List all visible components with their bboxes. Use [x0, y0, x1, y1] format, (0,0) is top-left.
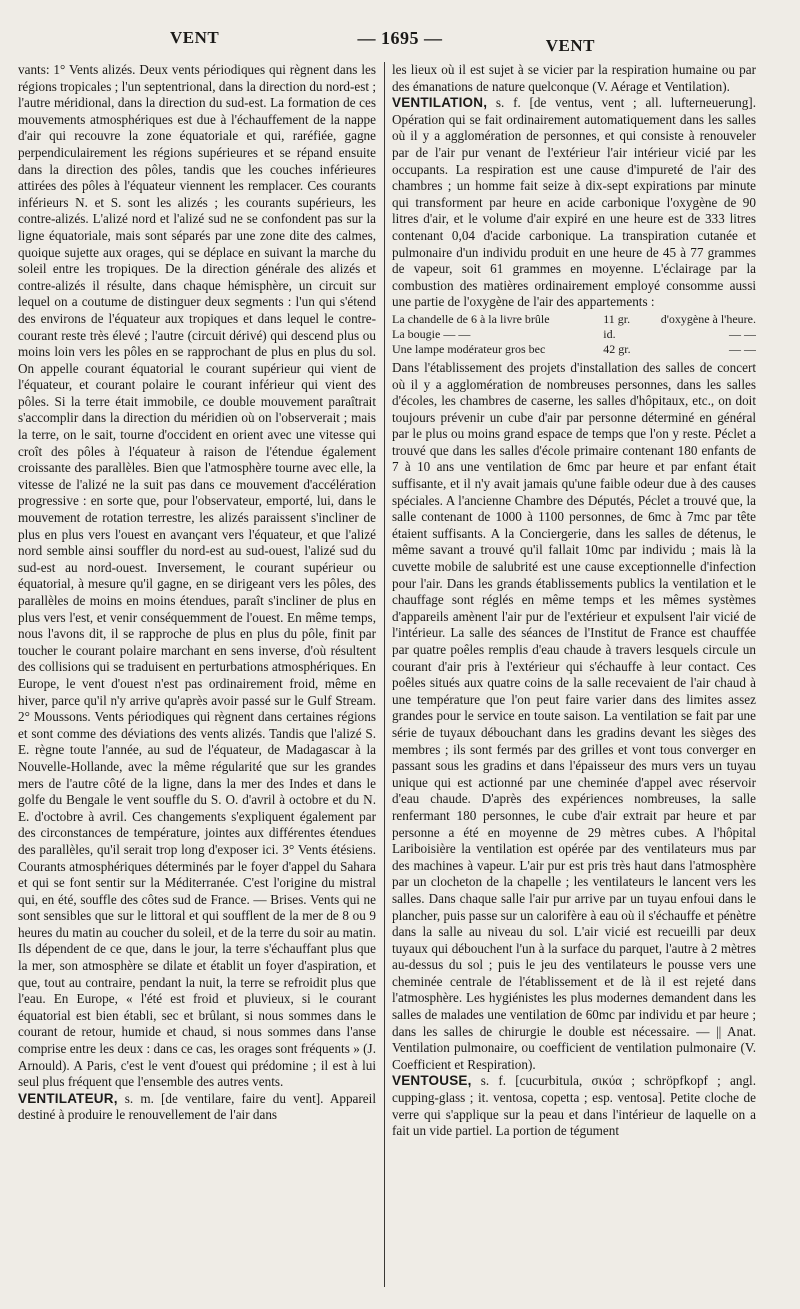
- entry-definition: s. m. [de ventilare, faire du vent]. Appareil destiné à produire le renouvellement de l'air dans: [18, 1090, 376, 1123]
- text-columns: [18, 62, 780, 1287]
- table-row: [392, 312, 756, 327]
- table-cell-amount: 42 gr.: [603, 341, 631, 356]
- entry-headword: VENTOUSE,: [392, 1073, 472, 1089]
- column-divider: [384, 62, 385, 1287]
- ventilation-entry: [392, 95, 756, 311]
- table-cell-rest: — —: [729, 326, 756, 341]
- entry-definition: s. f. [cucurbitula, σικύα ; schröpfkopf ; angl. cupping-glass ; it. ventosa, copetta ; esp. ventosa]. Petite cloche de verre qui s'applique sur la peau et dans l'intérieur de laquelle on a fait un vide partiel. La portion de tégument: [392, 1073, 756, 1139]
- left-column: [18, 62, 376, 1287]
- oxygen-consumption-table: [392, 312, 756, 357]
- vent-entry-continuation: vants: 1° Vents alizés. Deux vents périodiques qui règnent dans les régions tropicales ; l'un septentrional, dans la direction du nord-est ; l'autre méridional, dans la direction du sud-est. La formation de ces mouvements atmosphériques est due à l'échauffement de la nappe d'air qui recouvre la zone équatoriale et qui, raréfiée, gagne perpendiculairement les régions supérieures et se répand ensuite dans la direction des pôles, tandis que les couches inférieures attirées des pôles à l'équateur viennent les remplacer. Ces courants inférieurs N. et S. sont les alizés ; les courants supérieurs, les contre-alizés. L'alizé nord et l'alizé sud ne se confondent pas sur la ligne équatoriale, mais sont séparés par une zone dite des calmes, quoique sujette aux orages, qui se déplace en suivant la marche du soleil entre les tropiques. De la direction générale des alizés et contre-alizés il résulte, dans chaque hémisphère, un circuit sur lequel on a coutume de distinguer deux segments : l'un qui s'étend des environs de l'équateur aux tropiques et dans lequel le contre-courant reste très élevé ; l'autre (circuit dérivé) qui descend plus ou moins loin vers les pôles en se rapprochant de plus en plus du sol. On appelle courant équatorial le courant supérieur qui vient de l'équateur, et courant polaire le courant inférieur qui vient des pôles. Si la terre était immobile, ce double mouvement paraîtrait s'accomplir dans la direction du méridien où on l'observerait ; mais la terre, on le sait, tourne d'occident en orient avec une vitesse qui croît des pôles à l'équateur à raison de l'étendue également croissante des parallèles. Bien que l'atmosphère tourne avec elle, la vitesse de l'alizé ne la suit pas dans ce mouvement d'accélération progressive : en sorte que, pour l'observateur, emporté, lui, dans le mouvement de rotation terrestre, les alizés paraissent s'incliner de plus en plus vers l'ouest en avançant vers l'équateur, et que l'alizé nord semble ainsi souffler du nord-est au sud-ouest, l'alizé sud du sud-est au nord-ouest. Inversement, le courant supérieur ou équatorial, à mesure qu'il gagne, en se dirigeant vers les pôles, des parallèles de moins en moins étendues, paraît s'incliner de plus en plus vers l'est, et venir conséquemment de l'ouest. En même temps, nous l'avons dit, il se rapproche de plus en plus du pôle, finit par toucher le courant polaire marchant en sens inverse, d'où résultent des collisions qui se traduisent en perturbations atmosphériques. En Europe, le vent d'ouest n'est pas ordinairement froid, même en hiver, parce qu'il n'y arrive qu'après avoir passé sur le Gulf Stream. 2° Moussons. Vents périodiques qui règnent dans certaines régions et sont comme des déviations des vents alizés. Tandis que l'alizé S. E. règne toute l'année, au sud de l'équateur, de Madagascar à la Nouvelle-Hollande, avec la même régularité que sur les grandes mers de l'autre côté de la ligne, dans la mer des Indes et dans le golfe du Bengale le vent souffle du S. O. d'avril à octobre et du N. E. d'octobre à avril. Ces changements s'expliquent également par des circonstances de température, jointes aux différentes étendues des parallèles, qu'il serait trop long d'exposer ici. 3° Vents étésiens. Courants atmosphériques déterminés par le foyer d'appel du Sahara et qui se font sentir sur la Méditerranée. C'est l'origine du mistral qui, en été, souffle des côtes sud de France. — Brises. Vents qui ne sont sensibles que sur le littoral et qui soufflent de la mer de 8 ou 9 heures du matin au coucher du soleil, et de la terre du soir au matin. Ils dépendent de ce que, dans le jour, la terre s'échauffant plus que la mer, son atmosphère se dilate et établit un foyer d'aspiration, et que, tout au contraire, pendant la nuit, la terre se refroidit plus que l'eau. En Europe, « l'été est froid et pluvieux, si le courant équatorial est bien établi, sec et brûlant, si nous sommes dans le courant de retour, humide et chaud, si nous sommes dans l'anse comprise entre les deux : dans ce cas, les orages sont fréquents » (J. Arnould). A Paris, c'est le vent d'ouest qui prédomine ; il est à lui seul plus fréquent que l'ensemble des autres vents.: [18, 62, 376, 1090]
- table-row: [392, 327, 756, 342]
- table-cell-label: La chandelle de 6 à la livre brûle: [392, 311, 550, 326]
- table-cell-amount: 11 gr.: [603, 311, 631, 326]
- table-cell-amount: id.: [603, 326, 616, 341]
- entry-headword: VENTILATION,: [392, 95, 488, 111]
- page-header: [20, 28, 780, 58]
- table-cell-label: Une lampe modérateur gros bec: [392, 341, 546, 356]
- ventilateur-entry: [18, 1091, 376, 1124]
- entry-definition: s. f. [de ventus, vent ; all. lufterneuerung]. Opération qui se fait ordinairement automatiquement dans les salles où il y a agglomération de personnes, et qui consiste à renouveler par de l'air pur venant de l'extérieur l'air intérieur vicié par les occupants. La respiration est une cause d'impureté de l'air des chambres ; un homme fait seize à dix-sept expirations par minute qui transforment par heure en acide carbonique l'oxygène de 90 litres d'air, et le volume d'air expiré en une heure est de 333 litres contenant 0,04 d'acide carbonique. La transpiration cutanée et pulmonaire d'un individu produit en une heure de 45 à 77 grammes de vapeur, soit 61 grammes en moyenne. L'éclairage par la combustion des matières ordinairement employé consomme aussi une partie de l'oxygène de l'air des appartements :: [392, 95, 756, 310]
- ventilateur-entry-continuation: les lieux où il est sujet à se vicier par la respiration humaine ou par des émanations de nature quelconque (V. Aérage et Ventilation).: [392, 62, 756, 94]
- ventilation-entry-continued: Dans l'établissement des projets d'installation des salles de concert où il y a agglomération de nombreuses personnes, dans les salles d'écoles, les chambres de caserne, les salles d'hôpitaux, etc., on doit toujours prévenir un cube d'air par personne déterminé en général par le plus ou moins grand espace de temps que l'on y reste. Péclet a trouvé que dans les salles d'école primaire contenant 180 enfants de 7 à 10 ans une ventilation de 6mc par heure et par enfant était suffisante, et il n'y avait jamais qu'une faible odeur due à des causes spéciales. A l'ancienne Chambre des Députés, Péclet a trouvé que, la salle contenant de 1000 à 1100 personnes, de 6mc à 7mc par tête étaient suffisants. A la Conciergerie, dans les salles de détenus, le même savant a trouvé qu'il fallait 10mc par individu ; mais là la cuvette mobile de salubrité est une cause exceptionnelle d'infection pour l'air. Dans les grands établissements publics la ventilation et le chauffage sont réglés en même temps et les mêmes systèmes d'appareils amènent l'air pur de l'extérieur et expulsent l'air vicié de l'intérieur. La salle des séances de l'Institut de France est chauffée par quatre poêles remplis d'eau chaude à travers lesquels circule un courant d'air pris à l'extérieur qui s'échauffe à leur contact. Ces poêles situés aux quatre coins de la salle recevaient de l'air chaud à une température que l'on peut faire varier dans des limites assez grandes pour le service en toute saison. La ventilation se fait par une série de tuyaux débouchant dans les gradins devant les sièges des membres ; ils sont fermés par des grilles et vont tous converger en passant sous les gradins et dans l'épaisseur des murs vers un tuyau unique qui est actionné par une cheminée d'appel avec réservoir d'eau chaude. D'après des expériences nombreuses, la salle renfermant 180 personnes, le cube d'air extrait par heure et par personne a été en moyenne de 29 mètres cubes. A l'hôpital Lariboisière la ventilation est opérée par des ventilateurs mus par des machines à vapeur. L'air pur est pris très haut dans l'atmosphère par un clocheton de la chapelle ; les ventilateurs le lancent vers les salles. Dans chaque salle l'air pur arrive par un tuyau enfoui dans le plancher, puis passe sur un calorifère à eau où il s'échauffe et pénètre dans la salle au niveau du sol. L'air vicié est recueilli par deux tuyaux qui débouchent l'un à la surface du parquet, l'autre à 2 mètres au-dessus du sol ; puis le jeu des ventilateurs le pousse vers une cheminée centrale de l'établissement et de là il est rejeté dans l'atmosphère. Les hygiénistes les plus modernes demandent dans les salles de malades une ventilation de 60mc par individu et par heure ; dans les salles de chirurgie le double est nécessaire. — || Anat. Ventilation pulmonaire, ou coefficient de ventilation pulmonaire (V. Coefficient et Respiration).: [392, 359, 756, 1072]
- table-cell-label: La bougie — —: [392, 326, 471, 341]
- table-cell-rest: d'oxygène à l'heure.: [660, 311, 756, 326]
- running-head-right: VENT: [545, 36, 595, 55]
- table-cell-rest: — —: [729, 341, 756, 356]
- page-number: — 1695 —: [357, 28, 443, 48]
- ventouse-entry: [392, 1073, 756, 1139]
- table-row: [392, 342, 756, 357]
- right-column: [392, 62, 756, 1287]
- entry-headword: VENTILATEUR,: [18, 1090, 118, 1106]
- running-head-left: VENT: [170, 28, 220, 47]
